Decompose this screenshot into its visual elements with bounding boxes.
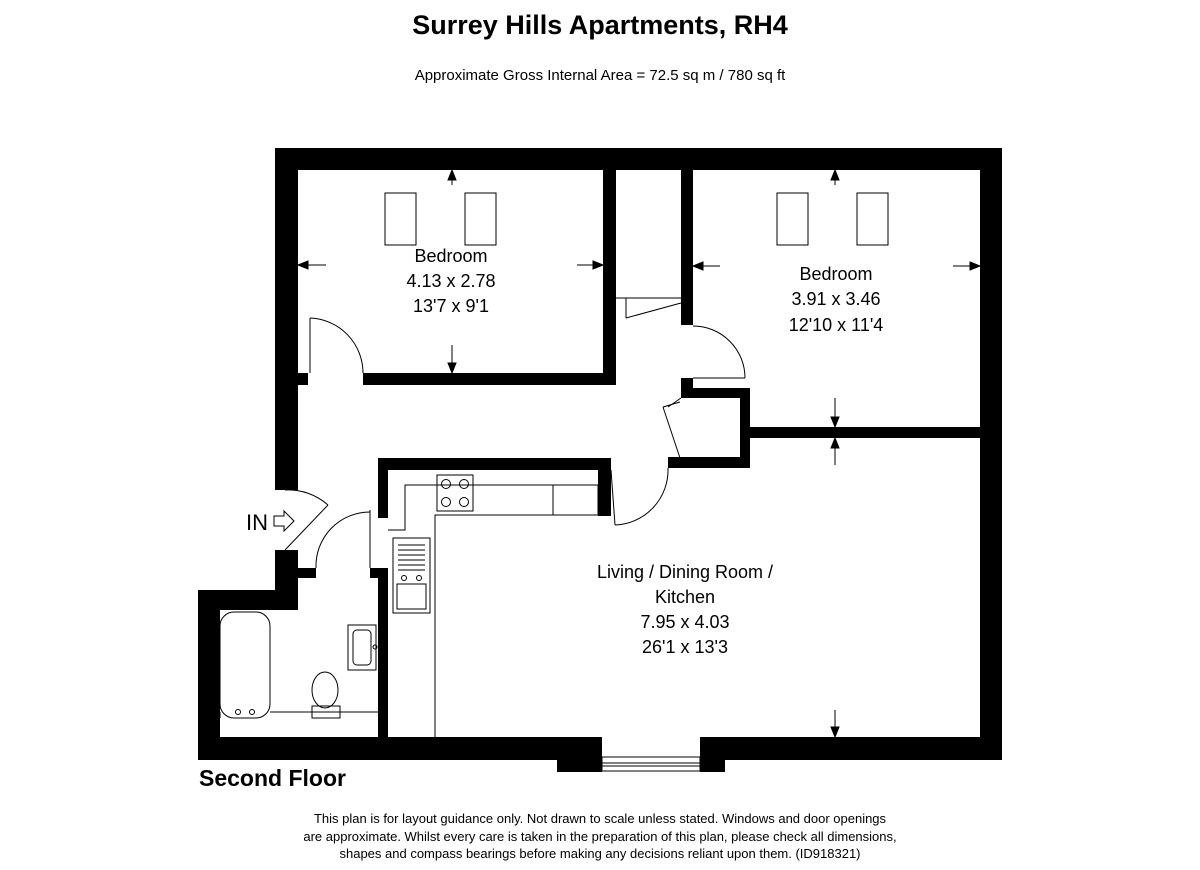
kitchen-fittings [388, 475, 598, 737]
bedroom-2-imperial: 12'10 x 11'4 [788, 315, 884, 335]
entrance-marker [246, 510, 294, 535]
floor-label: Second Floor [199, 765, 346, 791]
room-label-bedroom-1 [406, 246, 495, 316]
dimension-arrows [298, 170, 980, 737]
bedroom-2-name: Bedroom [799, 264, 873, 284]
room-label-living [597, 562, 773, 657]
bathroom-fittings [220, 612, 378, 718]
room-label-bedroom-2 [789, 264, 884, 335]
entrance-arrow-icon [274, 511, 294, 531]
living-metric: 7.95 x 4.03 [640, 612, 730, 632]
gross-internal-area: Approximate Gross Internal Area = 72.5 sq m / 780 sq ft [414, 67, 786, 84]
window [602, 757, 700, 771]
disclaimer-line-1: This plan is for layout guidance only. Not drawn to scale unless stated. Windows and door openings [313, 811, 887, 826]
bedroom-1-metric: 4.13 x 2.78 [406, 271, 496, 291]
entrance-label: IN [246, 510, 268, 535]
disclaimer-line-3: shapes and compass bearings before making any decisions reliant upon them. (ID918321) [339, 846, 861, 861]
bedroom-1-imperial: 13'7 x 9'1 [413, 296, 489, 316]
bedroom-1-name: Bedroom [414, 246, 488, 266]
living-name-line-1: Living / Dining Room / [596, 562, 774, 582]
doors [285, 298, 745, 568]
disclaimer [250, 810, 950, 863]
bedroom-fixtures [385, 193, 888, 245]
living-name-line-2: Kitchen [654, 587, 716, 607]
living-imperial: 26'1 x 13'3 [642, 637, 728, 657]
bedroom-2-metric: 3.91 x 3.46 [791, 289, 881, 309]
plan-title: Surrey Hills Apartments, RH4 [412, 10, 788, 40]
disclaimer-line-2: are approximate. Whilst every care is taken in the preparation of this plan, please check all dimensions, [303, 828, 897, 844]
